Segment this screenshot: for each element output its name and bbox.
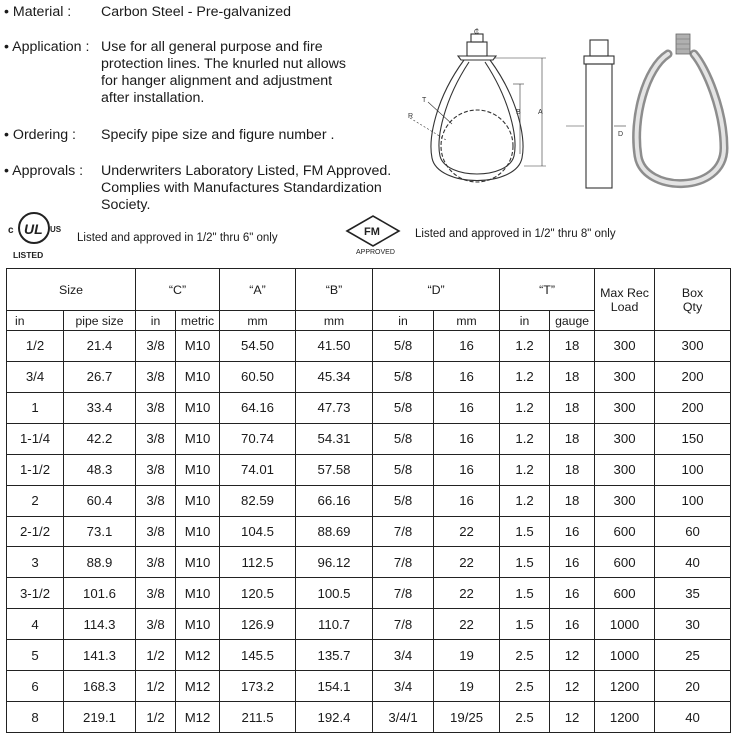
header-d: “D”: [373, 269, 500, 311]
knurled-nut-front: [467, 42, 487, 56]
spec-text: Specify pipe size and figure number .: [101, 127, 335, 143]
table-cell: 2.5: [500, 702, 550, 733]
table-cell: 8: [7, 702, 64, 733]
table-cell: 5/8: [373, 331, 434, 362]
dim-label-c: C: [474, 29, 480, 36]
table-row: [7, 640, 731, 671]
table-cell: 2-1/2: [7, 516, 64, 547]
table-cell: 1-1/2: [7, 454, 64, 485]
spec-label: • Ordering :: [4, 127, 76, 143]
table-row: [7, 547, 731, 578]
table-cell: M10: [176, 423, 220, 454]
table-cell: M10: [176, 609, 220, 640]
table-cell: M12: [176, 640, 220, 671]
table-cell: 1.2: [500, 392, 550, 423]
spec-label: • Application :: [4, 39, 90, 55]
table-cell: 16: [434, 361, 500, 392]
table-cell: M10: [176, 392, 220, 423]
table-cell: 101.6: [64, 578, 136, 609]
table-cell: 88.69: [296, 516, 373, 547]
table-cell: 3/8: [136, 454, 176, 485]
table-cell: 1.2: [500, 485, 550, 516]
table-cell: 88.9: [64, 547, 136, 578]
table-cell: M10: [176, 454, 220, 485]
table-cell: 100.5: [296, 578, 373, 609]
table-cell: 168.3: [64, 671, 136, 702]
table-cell: 73.1: [64, 516, 136, 547]
table-cell: 2.5: [500, 671, 550, 702]
spec-label: • Material :: [4, 4, 72, 20]
table-cell: 1.2: [500, 331, 550, 362]
table-cell: 141.3: [64, 640, 136, 671]
table-cell: 600: [595, 547, 655, 578]
table-cell: 3/8: [136, 485, 176, 516]
table-cell: 22: [434, 516, 500, 547]
header-t: “T”: [500, 269, 595, 311]
table-cell: 154.1: [296, 671, 373, 702]
ul-approval-note: Listed and approved in 1/2" thru 6" only: [77, 232, 278, 244]
table-cell: 300: [595, 361, 655, 392]
hanger-side-view: [586, 64, 612, 188]
pipe-outline: [441, 110, 513, 182]
table-row: [7, 423, 731, 454]
table-cell: 1000: [595, 640, 655, 671]
subheader-cell: pipe size: [64, 311, 136, 331]
table-cell: 2.5: [500, 640, 550, 671]
table-cell: 200: [655, 392, 731, 423]
table-cell: 5/8: [373, 392, 434, 423]
table-cell: 5/8: [373, 361, 434, 392]
table-cell: 300: [595, 485, 655, 516]
table-row: [7, 516, 731, 547]
table-cell: M10: [176, 361, 220, 392]
fm-mark: FM: [364, 226, 380, 238]
table-row: [7, 578, 731, 609]
spec-text: protection lines. The knurled nut allows: [101, 56, 347, 72]
table-row: [7, 331, 731, 362]
table-cell: 1.5: [500, 578, 550, 609]
table-cell: 40: [655, 547, 731, 578]
table-cell: 3/8: [136, 516, 176, 547]
table-cell: 18: [550, 423, 595, 454]
table-cell: 18: [550, 485, 595, 516]
table-cell: 16: [434, 454, 500, 485]
table-cell: 3/8: [136, 331, 176, 362]
table-cell: 5/8: [373, 423, 434, 454]
dimensions-table: [6, 268, 731, 733]
table-cell: 26.7: [64, 361, 136, 392]
subheader-cell: gauge: [550, 311, 595, 331]
table-cell: 5/8: [373, 454, 434, 485]
table-cell: 60.50: [220, 361, 296, 392]
subheader-cell: mm: [434, 311, 500, 331]
spec-text: Society.: [101, 197, 151, 213]
hanger-drawing: [406, 28, 730, 200]
table-cell: 16: [550, 609, 595, 640]
table-cell: 3/4: [373, 640, 434, 671]
table-cell: 12: [550, 671, 595, 702]
table-cell: 16: [434, 331, 500, 362]
table-cell: 18: [550, 331, 595, 362]
ul-mark: UL: [24, 221, 43, 237]
subheader-cell: in: [7, 311, 64, 331]
table-cell: 60: [655, 516, 731, 547]
header-b: “B”: [296, 269, 373, 311]
table-cell: 66.16: [296, 485, 373, 516]
table-cell: 1/2: [136, 702, 176, 733]
table-cell: 1.5: [500, 609, 550, 640]
header-size: Size: [7, 269, 136, 311]
table-cell: 1.5: [500, 516, 550, 547]
fm-approved-mark: APPROVED: [356, 249, 395, 256]
table-cell: 22: [434, 578, 500, 609]
table-cell: 100: [655, 485, 731, 516]
spec-text: Use for all general purpose and fire: [101, 39, 323, 55]
table-cell: 2: [7, 485, 64, 516]
table-cell: 22: [434, 609, 500, 640]
table-cell: 5/8: [373, 485, 434, 516]
table-cell: 3/8: [136, 578, 176, 609]
table-cell: M10: [176, 547, 220, 578]
table-cell: 25: [655, 640, 731, 671]
header-max-rec-load: Max Rec Load: [595, 269, 655, 331]
table-cell: 19: [434, 671, 500, 702]
table-cell: 16: [434, 423, 500, 454]
table-cell: 47.73: [296, 392, 373, 423]
table-cell: 6: [7, 671, 64, 702]
table-cell: 7/8: [373, 609, 434, 640]
ul-us-mark: US: [50, 225, 62, 234]
table-cell: 18: [550, 361, 595, 392]
table-cell: 3/4: [7, 361, 64, 392]
table-cell: 300: [655, 331, 731, 362]
table-cell: 16: [550, 578, 595, 609]
table-cell: 57.58: [296, 454, 373, 485]
table-cell: 1/2: [136, 671, 176, 702]
table-row: [7, 454, 731, 485]
table-cell: 3/8: [136, 609, 176, 640]
table-cell: 1.5: [500, 547, 550, 578]
table-cell: 18: [550, 454, 595, 485]
subheader-cell: metric: [176, 311, 220, 331]
spec-text: Underwriters Laboratory Listed, FM Approved.: [101, 163, 392, 179]
spec-text: Carbon Steel - Pre-galvanized: [101, 4, 292, 20]
table-cell: 48.3: [64, 454, 136, 485]
header-box-qty: Box Qty: [655, 269, 731, 331]
dim-label-d: D: [618, 131, 624, 138]
hanger-product-image: [637, 34, 724, 184]
dim-label-b: B: [516, 109, 521, 116]
fm-approved-logo: [343, 212, 403, 256]
table-cell: 120.5: [220, 578, 296, 609]
header-a: “A”: [220, 269, 296, 311]
subheader-cell: mm: [220, 311, 296, 331]
table-cell: 110.7: [296, 609, 373, 640]
header-c: “C”: [136, 269, 220, 311]
table-cell: 173.2: [220, 671, 296, 702]
table-cell: 42.2: [64, 423, 136, 454]
table-cell: 20: [655, 671, 731, 702]
table-cell: 64.16: [220, 392, 296, 423]
table-cell: 22: [434, 547, 500, 578]
table-cell: 1.2: [500, 454, 550, 485]
table-cell: 126.9: [220, 609, 296, 640]
table-cell: 600: [595, 578, 655, 609]
table-row: [7, 702, 731, 733]
table-cell: 82.59: [220, 485, 296, 516]
table-cell: 1-1/4: [7, 423, 64, 454]
table-cell: 3/8: [136, 423, 176, 454]
subheader-cell: in: [500, 311, 550, 331]
table-cell: 100: [655, 454, 731, 485]
table-row: [7, 392, 731, 423]
table-cell: 74.01: [220, 454, 296, 485]
table-cell: 3/8: [136, 361, 176, 392]
table-cell: 7/8: [373, 578, 434, 609]
spec-text: after installation.: [101, 90, 205, 106]
table-cell: 1: [7, 392, 64, 423]
table-cell: 104.5: [220, 516, 296, 547]
ul-listed-logo: [6, 207, 64, 261]
table-cell: 1/2: [136, 640, 176, 671]
table-cell: 1000: [595, 609, 655, 640]
table-cell: 3/8: [136, 547, 176, 578]
table-cell: 4: [7, 609, 64, 640]
table-row: [7, 609, 731, 640]
table-cell: 3-1/2: [7, 578, 64, 609]
table-cell: 300: [595, 392, 655, 423]
table-cell: 21.4: [64, 331, 136, 362]
table-cell: 135.7: [296, 640, 373, 671]
table-cell: 3/4: [373, 671, 434, 702]
table-cell: 16: [434, 392, 500, 423]
table-cell: 300: [595, 454, 655, 485]
table-cell: 35: [655, 578, 731, 609]
spec-text: for hanger alignment and adjustment: [101, 73, 333, 89]
table-cell: 1/2: [7, 331, 64, 362]
dim-label-r: R: [408, 113, 414, 120]
table-cell: M12: [176, 702, 220, 733]
table-cell: 16: [550, 547, 595, 578]
table-cell: 19: [434, 640, 500, 671]
table-cell: 300: [595, 331, 655, 362]
table-cell: 16: [550, 516, 595, 547]
table-cell: M10: [176, 578, 220, 609]
table-cell: 7/8: [373, 516, 434, 547]
table-cell: 1200: [595, 671, 655, 702]
table-cell: 40: [655, 702, 731, 733]
table-cell: 112.5: [220, 547, 296, 578]
table-cell: 33.4: [64, 392, 136, 423]
spec-text: Complies with Manufactures Standardization: [101, 180, 382, 196]
table-row: [7, 485, 731, 516]
table-cell: 150: [655, 423, 731, 454]
subheader-cell: in: [373, 311, 434, 331]
ul-listed-mark: LISTED: [13, 250, 44, 260]
table-cell: 5: [7, 640, 64, 671]
table-cell: 18: [550, 392, 595, 423]
table-cell: 54.31: [296, 423, 373, 454]
table-cell: 7/8: [373, 547, 434, 578]
table-cell: 54.50: [220, 331, 296, 362]
table-cell: 300: [595, 423, 655, 454]
dim-label-a: A: [538, 109, 543, 116]
table-cell: 3/8: [136, 392, 176, 423]
table-cell: 41.50: [296, 331, 373, 362]
table-cell: 70.74: [220, 423, 296, 454]
subheader-cell: mm: [296, 311, 373, 331]
table-cell: 3: [7, 547, 64, 578]
hanger-loop-front: [431, 60, 523, 181]
spec-label: • Approvals :: [4, 163, 84, 179]
table-row: [7, 671, 731, 702]
table-cell: 30: [655, 609, 731, 640]
table-cell: 60.4: [64, 485, 136, 516]
table-cell: 600: [595, 516, 655, 547]
table-cell: 1.2: [500, 361, 550, 392]
table-cell: 114.3: [64, 609, 136, 640]
table-cell: 219.1: [64, 702, 136, 733]
table-row: [7, 361, 731, 392]
dim-label-t: T: [422, 97, 427, 104]
table-cell: 3/4/1: [373, 702, 434, 733]
table-cell: 145.5: [220, 640, 296, 671]
fm-approval-note: Listed and approved in 1/2" thru 8" only: [415, 228, 616, 240]
table-cell: 192.4: [296, 702, 373, 733]
subheader-cell: in: [136, 311, 176, 331]
table-cell: 16: [434, 485, 500, 516]
table-cell: 1200: [595, 702, 655, 733]
table-cell: 200: [655, 361, 731, 392]
ul-c-mark: c: [8, 225, 14, 236]
table-cell: 12: [550, 640, 595, 671]
table-cell: 211.5: [220, 702, 296, 733]
table-cell: M10: [176, 516, 220, 547]
table-cell: M12: [176, 671, 220, 702]
table-cell: 96.12: [296, 547, 373, 578]
table-cell: 1.2: [500, 423, 550, 454]
table-cell: M10: [176, 331, 220, 362]
table-cell: 12: [550, 702, 595, 733]
table-cell: M10: [176, 485, 220, 516]
table-cell: 45.34: [296, 361, 373, 392]
table-cell: 19/25: [434, 702, 500, 733]
